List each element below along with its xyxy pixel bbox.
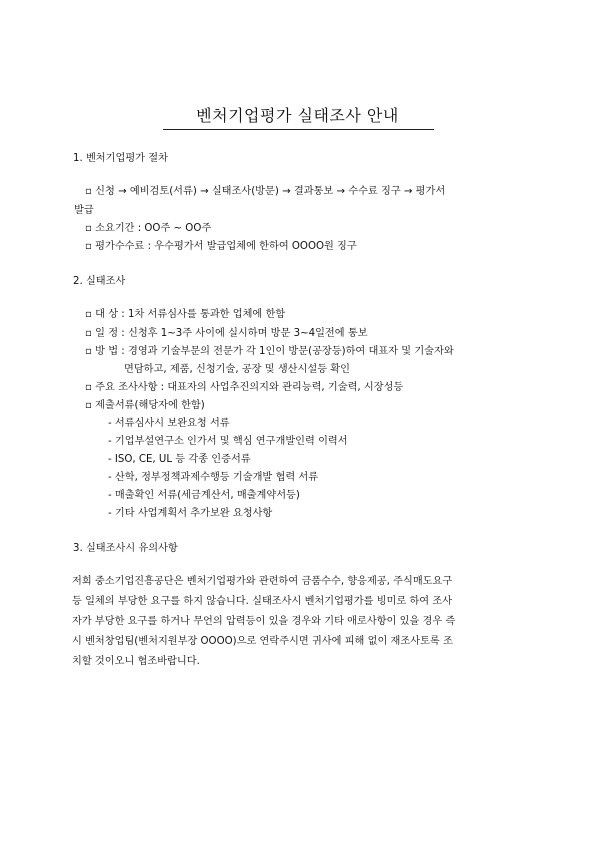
document-list-item: - 산학, 정부정책과제수행등 기술개발 협력 서류 [108,472,319,483]
section2-item: ▫ 제출서류(해당자에 한함) [85,400,205,411]
section2-item-continuation: 면담하고, 제품, 신청기술, 공장 및 생산시설등 확인 [124,364,350,375]
document-list-item: - 매출확인 서류(세금계산서, 매출계약서등) [108,490,300,501]
section2-item: ▫ 방 법 : 경영과 기술부문의 전문가 각 1인이 방문(공장등)하여 대표자 및 기술자와 [85,346,454,357]
section1-item: ▫ 신청 → 예비검토(서류) → 실태조사(방문) → 결과통보 → 수수료 징구 → 평가서 [85,186,446,197]
title-underline [163,129,434,130]
document-list-item: - 기업부설연구소 인가서 및 핵심 연구개발인력 이력서 [108,436,348,447]
notice-paragraph-line: 등 일체의 부당한 요구를 하지 않습니다. 실태조사시 벤처기업평가를 빙미로 하여 조사 [72,596,453,607]
document-title: 벤처기업평가 실태조사 안내 [196,106,399,125]
notice-paragraph-line: 자가 부당한 요구를 하거나 무언의 압력등이 있을 경우와 기타 애로사항이 있을 경우 즉 [72,616,456,627]
document-list-item: - 기타 사업계획서 추가보완 요청사항 [108,508,273,519]
document-list-item: - ISO, CE, UL 등 각종 인증서류 [108,454,251,465]
section2-item: ▫ 일 정 : 신청후 1~3주 사이에 실시하며 방문 3~4일전에 통보 [85,328,368,339]
section2-item: ▫ 주요 조사사항 : 대표자의 사업추진의지와 관리능력, 기술력, 시장성등 [85,382,404,393]
section3-heading: 3. 실태조사시 유의사항 [73,543,178,554]
notice-paragraph-line: 저희 중소기업진흥공단은 벤처기업평가와 관련하여 금품수수, 향응제공, 주식매도요구 [72,576,453,587]
section2-item: ▫ 대 상 : 1차 서류심사를 통과한 업체에 한함 [85,309,286,320]
notice-paragraph-line: 시 벤처창업팀(벤처지원부장 OOOO)으로 연락주시면 귀사에 피해 없이 재조사토록 조 [72,636,453,647]
section1-item: 발급 [74,205,94,216]
notice-paragraph-line: 치할 것이오니 협조바랍니다. [72,656,200,667]
document-list-item: - 서류심사시 보완요청 서류 [108,418,230,429]
section1-item: ▫ 평가수수료 : 우수평가서 발급업체에 한하여 OOOO원 징구 [85,241,357,252]
section1-heading: 1. 벤처기업평가 절차 [73,153,168,164]
section1-item: ▫ 소요기간 : OO주 ~ OO주 [85,223,212,234]
section2-heading: 2. 실태조사 [73,276,126,287]
